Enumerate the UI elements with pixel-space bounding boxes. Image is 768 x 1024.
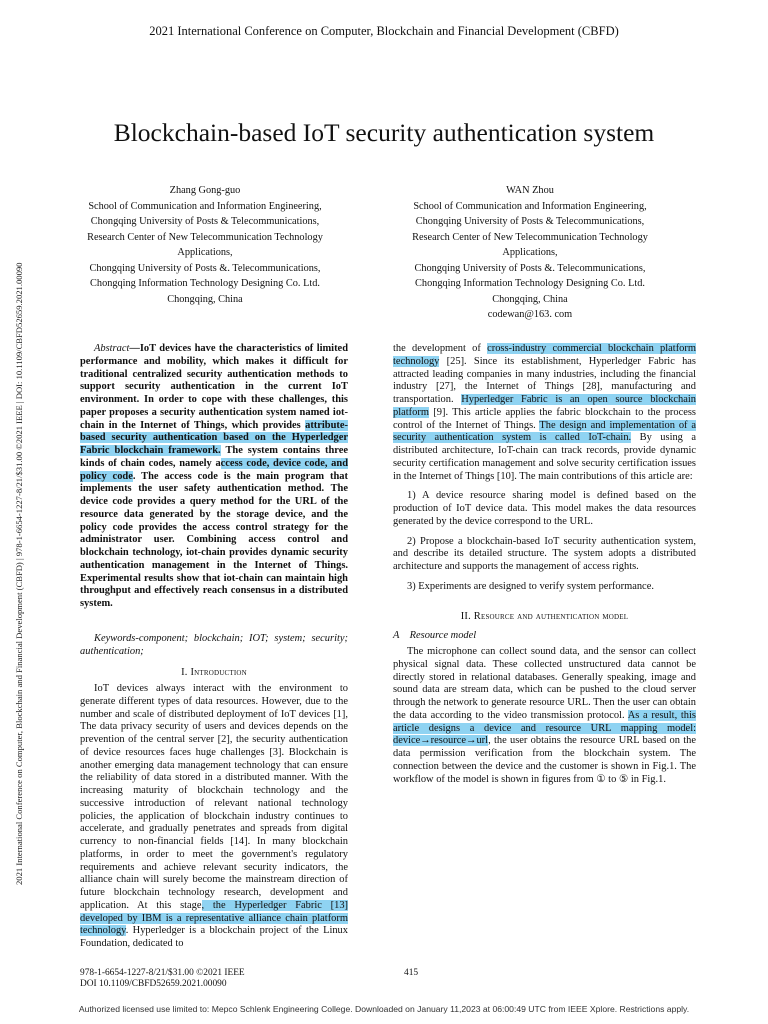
license-notice: Authorized licensed use limited to: Mepco Schlenk Engineering College. Downloaded on January 11,2023 at 06:00:49 UTC from IEEE Xplore. Restrictions apply. [78,1004,690,1014]
abstract-text: —IoT devices have the characteristics of limited performance and mobility, which makes it difficult for traditional centralized security authentication methods to support security authentication in the current IoT environment. In order to cope with these challenges, this paper proposes a security authentication system named iot-chain in the Internet of Things, which provides [80,343,348,431]
author-block-1 [45,183,365,307]
subsection-heading: A Resource model [393,630,477,642]
contribution-item: 1) A device resource sharing model is defined based on the production of IoT device data. This model makes the data resources generated by the device correspond to the URL. [393,490,696,527]
doi: DOI 10.1109/CBFD52659.2021.00090 [80,979,227,989]
side-margin-citation: 2021 International Conference on Computer, Blockchain and Financial Development (CBFD) | 978-1-6654-1227-8/21/$31.00 ©2021 IEEE | DOI: 10.1109/CBFD52659.2021.00090 [14,262,24,885]
body-text: By using a distributed architecture, IoT-chain can track records, provide dynamic security certification management and solve security certification issues in the Internet of Things [10]. The main contributions of this article are: [393,432,696,482]
author-affiliation: Chongqing University of Posts &. Telecommunications, [89,262,321,274]
author-affiliation: Chongqing University of Posts & Telecommunications, [415,216,645,227]
author-affiliation: Chongqing University of Posts & Telecommunications, [90,216,320,227]
isbn: 978-1-6654-1227-8/21/$31.00 ©2021 IEEE [80,968,245,978]
page-number: 415 [404,968,419,978]
highlight[interactable]: cross-industry commercial blockchain platform technology [393,343,696,367]
body-text: . Hyperledger is a blockchain project of the Linux Foundation, dedicated to [80,925,348,949]
author-name: Zhang Gong-guo [169,185,241,196]
left-column [80,343,348,951]
author-affiliation: Research Center of New Telecommunication Technology [87,231,323,243]
author-location: Chongqing, China [492,293,568,305]
abstract [80,343,348,611]
abstract-label: Abstract [94,343,130,354]
resource-model-paragraph [393,646,696,786]
body-text: [9]. This article applies the fabric blockchain to the process control of the Internet of Things. [393,406,696,431]
highlight[interactable]: Hyperledger Fabric is an open source blockchain platform [393,394,696,418]
author-affiliation: School of Communication and Information Engineering, [413,200,647,212]
abstract-text: . The access code is the main program that implements the user safety authentication method. The device code provides a query method for the URL of the resource data generated by the storage device, and the policy code provides the access control strategy for the administrator user. Combining access control and blockchain technology, iot-chain provides dynamic security authentication management in the Internet of Things. Experimental results show that iot-chain can maintain high throughput and effectively reach consensus in a distributed system. [80,470,348,609]
section-heading-resource-model: II. Resource and authentication model [460,610,629,622]
body-text: [25]. Since its establishment, Hyperledger Fabric has attracted leading companies in many industries, including the financial industry [27], the Internet of Things [28], manufacturing and transportation. [393,355,696,405]
keywords: Keywords-component; blockchain; IOT; system; security; authentication; [80,632,348,657]
right-column [393,343,696,786]
author-affiliation: Chongqing Information Technology Designing Co. Ltd. [90,278,320,289]
conference-header: 2021 International Conference on Computer, Blockchain and Financial Development (CBFD) [149,24,619,38]
body-text: , the user obtains the resource URL based on the data permission verification from the blockchain system. The connection between the device and the customer is shown in Fig.1. The workflow of the model is shown in figures from ① to ⑤ in Fig.1. [393,735,696,785]
abstract-text: The system contains three kinds of chain codes, namely a [80,445,348,469]
intro-continued-paragraph [393,343,696,483]
author-affiliation: Applications, [502,247,558,258]
paper-title: Blockchain-based IoT security authentication system [113,118,655,147]
author-block-2 [370,183,690,323]
body-text: The microphone can collect sound data, and the sensor can collect physical signal data. These collected unstructured data cannot be directly stored in relational databases. Generally speaking, image and sound data are stream data, which can be pushed to the cloud server through the network to generate resource URL. Then the user can obtain the data according to the video transmission protocol. [393,646,696,721]
contribution-item: 3) Experiments are designed to verify system performance. [407,580,654,592]
author-location: Chongqing, China [167,293,243,305]
highlight[interactable]: , the Hyperledger Fabric [13] developed by IBM is a representative alliance chain platform technology [80,899,349,937]
body-text: the development of [393,343,488,354]
author-affiliation: Chongqing Information Technology Designing Co. Ltd. [415,278,645,289]
highlight[interactable]: attribute-based security authentication based on the Hyperledger Fabric blockchain framework. [80,419,348,456]
contribution-item: 2) Propose a blockchain-based IoT security authentication system, and describe its detailed structure. The system adopts a distributed architecture and supports the management of access rights. [393,535,696,572]
footer-identifiers [80,968,245,990]
body-text: IoT devices always interact with the environment to generate different types of data resources. However, due to the number and scale of distributed deployment of IoT devices [1], The data privacy security of users and devices depends on the prevention of the central server [2], the security authentication of device resources faces huge challenges [3]. Blockchain is another emerging data management technology that can ensure the reliability of data stored in a distributed manner. With the increasing maturity of blockchain technology and the successive introduction of relevant national technology policies, the application of blockchain industry continues to accelerate, and gradually penetrates and spreads from digital currency to non-financial fields [14]. In many blockchain platforms, in order to meet the government's regulatory requirements and achieve relevant security indicators, the alliance chain will surely become the mainstream direction of future blockchain technology research, development and application. At this stage [80,683,348,911]
highlight[interactable]: As a result, this article designs a device and resource URL mapping model: device→resource→url [393,709,696,747]
author-email[interactable]: codewan@163. com [487,309,573,320]
author-name: WAN Zhou [506,185,554,196]
author-affiliation: School of Communication and Information Engineering, [88,200,322,212]
author-affiliation: Chongqing University of Posts &. Telecommunications, [414,262,646,274]
author-affiliation: Research Center of New Telecommunication Technology [412,231,648,243]
author-affiliation: Applications, [177,247,233,258]
introduction-paragraph [80,683,348,951]
section-heading-introduction: I. Introduction [181,667,247,679]
highlight[interactable]: The design and implementation of a security authentication system is called IoT-chain. [393,419,696,444]
highlight[interactable]: ccess code, device code, and policy code [80,457,349,482]
